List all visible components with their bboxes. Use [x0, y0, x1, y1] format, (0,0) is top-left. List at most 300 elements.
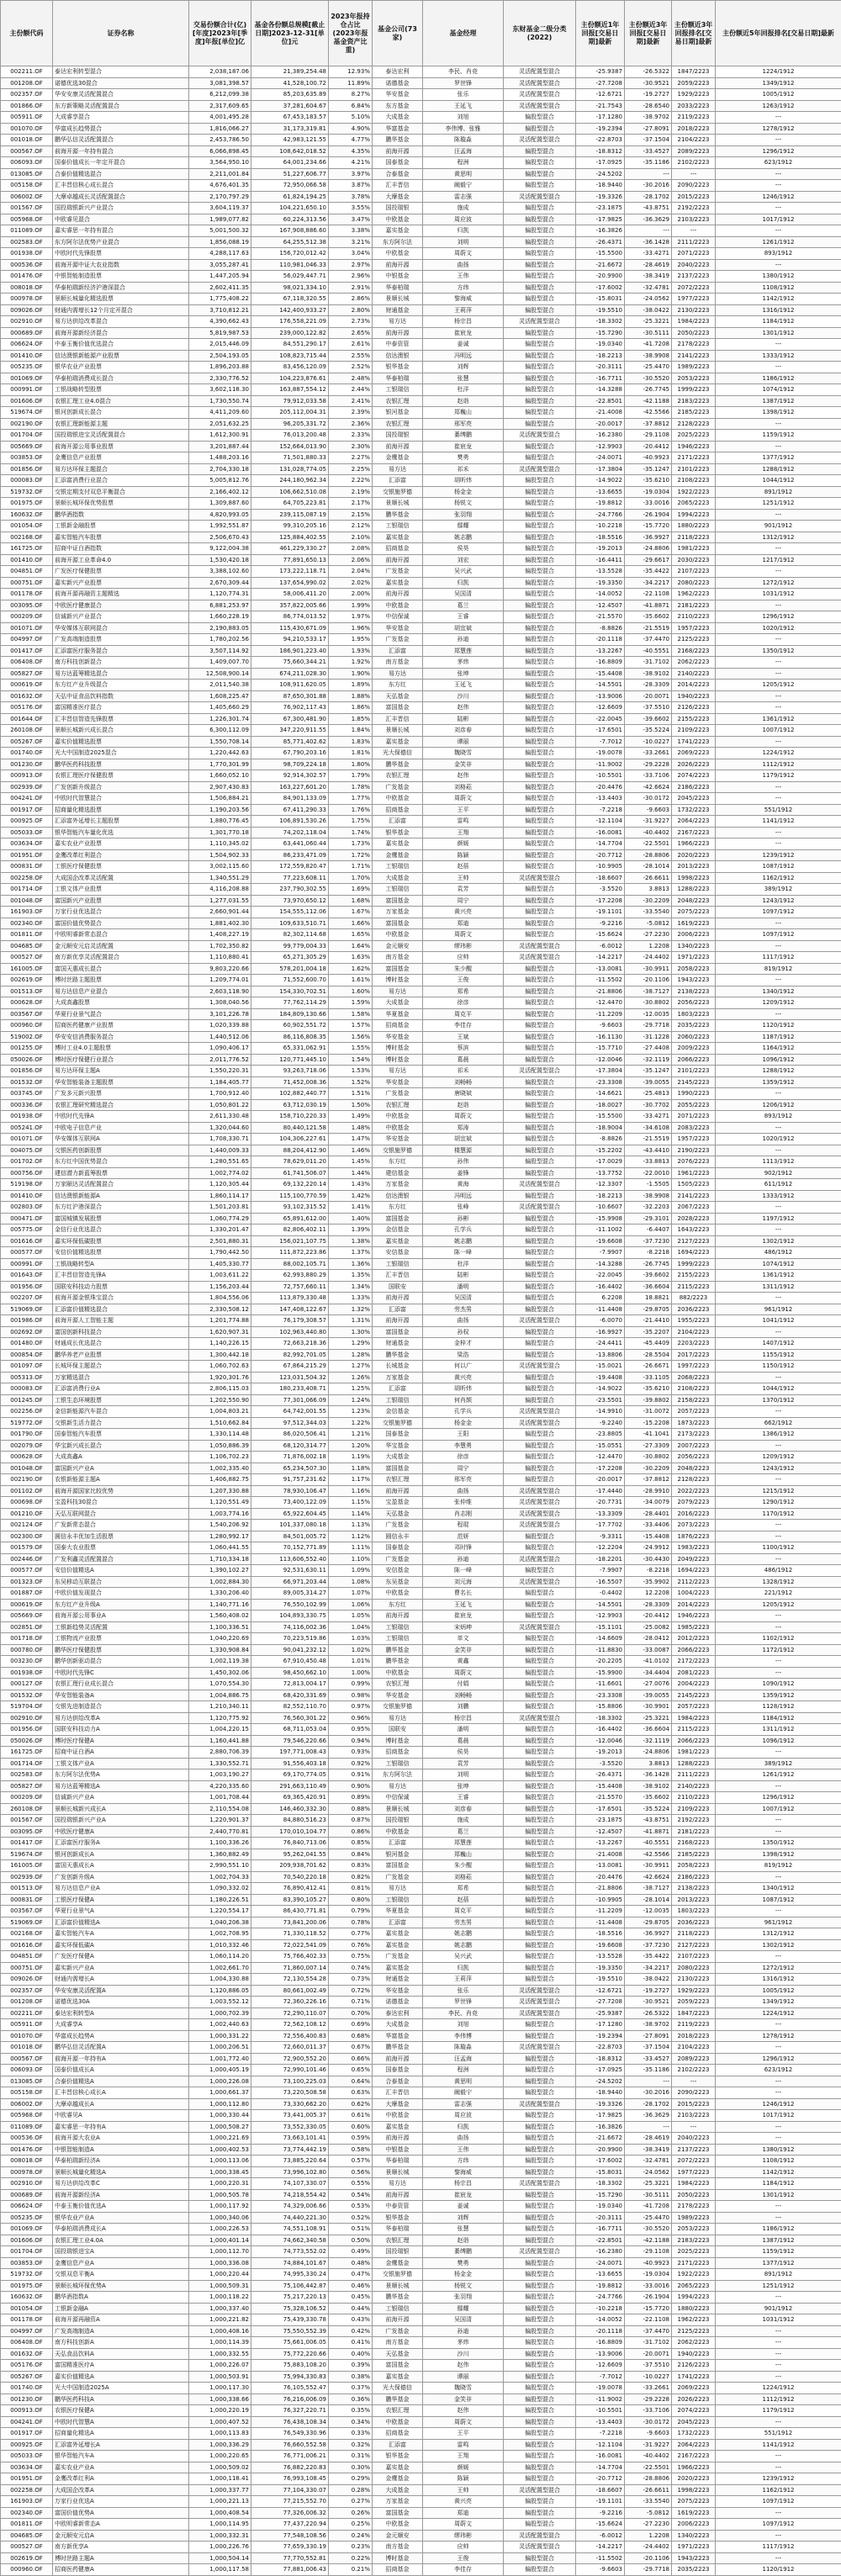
- cell-return-3y: -33.5540: [625, 907, 672, 918]
- cell-shares: 1,530,420.18: [189, 554, 251, 566]
- cell-category: 偏股型混合: [504, 543, 576, 555]
- cell-code: 000756.OF: [1, 1167, 53, 1179]
- cell-return-1y: -12.2204: [576, 1542, 625, 1554]
- cell-scale: 75,217,220.13: [251, 2292, 329, 2304]
- cell-return-1y: -19.0078: [576, 748, 625, 759]
- cell-return-1y: -19.1101: [576, 2496, 625, 2508]
- cell-weight: 0.40%: [329, 2348, 373, 2360]
- cell-shares: 2,611,330.48: [189, 1111, 251, 1123]
- cell-weight: 2.15%: [329, 509, 373, 521]
- cell-shares: 1,660,228.19: [189, 611, 251, 623]
- cell-return-1y: -15.6624: [576, 2519, 625, 2531]
- cell-code: 000991.OF: [1, 384, 53, 396]
- cell-shares: 1,209,774.01: [189, 975, 251, 986]
- cell-return-1y: -14.6609: [576, 1633, 625, 1645]
- cell-weight: 2.00%: [329, 589, 373, 600]
- cell-return-3y: -42.1188: [625, 395, 672, 407]
- cell-return-3y: -15.4408: [625, 1531, 672, 1542]
- cell-code: 008018.OF: [1, 2155, 53, 2167]
- cell-code: 005827.OF: [1, 1780, 53, 1792]
- cell-category: 偏股型混合: [504, 1611, 576, 1622]
- cell-return-3y: -36.3629: [625, 214, 672, 225]
- cell-weight: 3.87%: [329, 180, 373, 192]
- cell-name: 万家精选混合: [53, 1372, 189, 1383]
- cell-shares: 2,806,115.03: [189, 1383, 251, 1395]
- cell-return-3y: -26.5322: [625, 66, 672, 78]
- cell-rank-3y: 1694/2223: [672, 1247, 716, 1259]
- cell-shares: 1,710,334.18: [189, 1553, 251, 1565]
- cell-manager: 孔学兵: [423, 1406, 504, 1418]
- cell-code: 160632.OF: [1, 2292, 53, 2304]
- cell-scale: 77,891,650.13: [251, 554, 329, 566]
- cell-shares: 1,002,774.02: [189, 1167, 251, 1179]
- table-row: [1, 918, 841, 929]
- cell-name: 鹏华弘信灵活配置混合: [53, 135, 189, 146]
- cell-name: 金信新能源汽车混合: [53, 1406, 189, 1418]
- cell-rank-5y: 1142/1912: [716, 2166, 841, 2178]
- cell-weight: 0.92%: [329, 1758, 373, 1769]
- cell-company: 鹏华基金: [373, 2292, 423, 2304]
- cell-code: 002939.OF: [1, 1871, 53, 1883]
- cell-manager: 陈璇淼: [423, 135, 504, 146]
- cell-weight: 0.39%: [329, 2360, 373, 2372]
- cell-manager: 肖志刚: [423, 1508, 504, 1520]
- cell-scale: 63,441,060.44: [251, 838, 329, 850]
- cell-scale: 137,654,990.02: [251, 577, 329, 589]
- cell-name: 博时丝路主题股票: [53, 975, 189, 986]
- cell-code: 004241.OF: [1, 2416, 53, 2428]
- cell-weight: 3.04%: [329, 248, 373, 260]
- cell-return-1y: -13.7752: [576, 1167, 625, 1179]
- cell-scale: 88,204,412.90: [251, 1145, 329, 1156]
- cell-rank-3y: 2111/2223: [672, 236, 716, 248]
- cell-company: 交银施罗德: [373, 2269, 423, 2281]
- cell-code: 001887.OF: [1, 1588, 53, 1600]
- cell-manager: 黄鑫: [423, 1656, 504, 1668]
- cell-return-3y: ---: [625, 168, 672, 180]
- cell-rank-3y: 882/2223: [672, 1293, 716, 1304]
- cell-scale: 67,453,183.57: [251, 112, 329, 124]
- cell-rank-3y: 2040/2223: [672, 2133, 716, 2145]
- cell-rank-3y: 1940/2223: [672, 2348, 716, 2360]
- cell-shares: 1,002,708.95: [189, 1928, 251, 1940]
- cell-rank-3y: 2108/2223: [672, 1383, 716, 1395]
- cell-rank-5y: 1296/1912: [716, 611, 841, 623]
- cell-company: 招商基金: [373, 2564, 423, 2576]
- cell-category: 偏股型混合: [504, 521, 576, 532]
- cell-rank-5y: 1020/1912: [716, 1134, 841, 1145]
- cell-rank-5y: ---: [716, 2348, 841, 2360]
- cell-shares: 4,411,209.60: [189, 407, 251, 419]
- cell-return-3y: -9.6603: [625, 804, 672, 816]
- cell-company: 金鹰基金: [373, 2257, 423, 2269]
- cell-return-3y: -41.0102: [625, 1656, 672, 1668]
- cell-weight: 0.42%: [329, 2325, 373, 2337]
- cell-name: 金鹰信息产业A: [53, 2257, 189, 2269]
- cell-rank-5y: ---: [716, 1611, 841, 1622]
- cell-company: 农银汇理: [373, 1099, 423, 1111]
- cell-name: 富国城镇发展股票: [53, 1213, 189, 1225]
- cell-rank-5y: 1316/1912: [716, 1974, 841, 1986]
- cell-rank-3y: 2009/2223: [672, 1043, 716, 1055]
- cell-scale: 142,400,933.27: [251, 304, 329, 316]
- cell-weight: 6.84%: [329, 100, 373, 112]
- cell-code: 001740.OF: [1, 748, 53, 759]
- cell-manager: 崔宸龙: [423, 441, 504, 452]
- table-row: [1, 895, 841, 907]
- cell-rank-5y: 1377/1912: [716, 2257, 841, 2269]
- cell-weight: 0.49%: [329, 2246, 373, 2258]
- cell-code: 000913.OF: [1, 770, 53, 782]
- cell-return-1y: -15.9900: [576, 1667, 625, 1679]
- cell-name: 华泰柏瑞消费成长A: [53, 2224, 189, 2235]
- cell-return-3y: -35.9902: [625, 1576, 672, 1588]
- cell-code: 002256.OF: [1, 1406, 53, 1418]
- cell-return-1y: -12.3307: [576, 1179, 625, 1191]
- cell-shares: 1,120,774.31: [189, 589, 251, 600]
- cell-return-3y: -35.5224: [625, 1803, 672, 1815]
- cell-shares: 9,803,220.66: [189, 963, 251, 975]
- cell-category: 偏股型混合: [504, 1020, 576, 1032]
- cell-name: 广发新常态混合: [53, 1520, 189, 1531]
- cell-scale: 123,031,504.32: [251, 1372, 329, 1383]
- cell-manager: 周蔚文: [423, 2519, 504, 2531]
- header-rank-5y: 主份额近5年回报排名[交易日期]最新: [716, 1, 841, 66]
- cell-return-1y: -26.4371: [576, 1769, 625, 1781]
- cell-rank-3y: 2104/2223: [672, 1326, 716, 1338]
- cell-weight: 1.04%: [329, 1621, 373, 1633]
- cell-rank-3y: 1619/2223: [672, 918, 716, 929]
- cell-category: 偏股型混合: [504, 475, 576, 487]
- cell-shares: 1,004,886.75: [189, 1690, 251, 1701]
- table-row: [1, 486, 841, 498]
- cell-rank-3y: 2045/2223: [672, 2416, 716, 2428]
- cell-weight: 0.98%: [329, 1690, 373, 1701]
- cell-manager: 葛兰: [423, 600, 504, 611]
- table-row: [1, 236, 841, 248]
- cell-name: 财通成长优选混合: [53, 1338, 189, 1350]
- cell-name: 景顺长城量化精选A: [53, 2166, 189, 2178]
- cell-weight: 1.90%: [329, 668, 373, 680]
- cell-company: 银华基金: [373, 2212, 423, 2224]
- cell-rank-3y: 2190/2223: [672, 1145, 716, 1156]
- table-row: [1, 2155, 841, 2167]
- cell-name: 广发医疗保健A: [53, 1951, 189, 1963]
- cell-code: 002190.OF: [1, 418, 53, 430]
- cell-weight: 1.21%: [329, 1429, 373, 1441]
- cell-return-1y: -19.5510: [576, 1974, 625, 1986]
- cell-scale: 97,512,344.03: [251, 1417, 329, 1429]
- cell-rank-3y: 2045/2223: [672, 793, 716, 805]
- cell-return-1y: -22.8501: [576, 395, 625, 407]
- table-row: [1, 1690, 841, 1701]
- table-row: [1, 1656, 841, 1668]
- cell-rank-5y: ---: [716, 203, 841, 214]
- header-row: [1, 1, 841, 66]
- cell-return-3y: 3.8813: [625, 884, 672, 896]
- table-row: [1, 1679, 841, 1690]
- cell-scale: 86,020,506.41: [251, 1429, 329, 1441]
- cell-shares: 1,330,206.40: [189, 1588, 251, 1600]
- cell-scale: 75,661,006.05: [251, 2337, 329, 2349]
- cell-category: 偏股型混合: [504, 2496, 576, 2508]
- table-row: [1, 725, 841, 737]
- cell-return-1y: -23.3308: [576, 1076, 625, 1088]
- cell-return-1y: -20.7712: [576, 2473, 625, 2485]
- cell-return-1y: -10.5501: [576, 2405, 625, 2417]
- cell-scale: 239,115,087.19: [251, 509, 329, 521]
- table-row: [1, 940, 841, 952]
- cell-rank-3y: 1971/2223: [672, 952, 716, 964]
- cell-rank-3y: 2050/2223: [672, 327, 716, 339]
- cell-return-1y: -23.8805: [576, 1429, 625, 1441]
- cell-manager: 缪玮彬: [423, 940, 504, 952]
- cell-weight: 0.66%: [329, 2053, 373, 2065]
- cell-rank-3y: 2125/2223: [672, 2325, 716, 2337]
- cell-manager: 杨金金: [423, 1417, 504, 1429]
- cell-scale: 76,013,200.48: [251, 430, 329, 442]
- cell-manager: 何以广: [423, 1361, 504, 1373]
- cell-rank-3y: 1340/2223: [672, 2530, 716, 2542]
- cell-name: 农银汇理工业4.0混合: [53, 395, 189, 407]
- cell-weight: 2.08%: [329, 543, 373, 555]
- cell-rank-3y: 2028/2223: [672, 1213, 716, 1225]
- cell-return-3y: -27.8091: [625, 2030, 672, 2042]
- cell-weight: 1.16%: [329, 1485, 373, 1497]
- cell-return-3y: -27.4408: [625, 1043, 672, 1055]
- cell-manager: 雷志强: [423, 191, 504, 203]
- cell-company: 信达澳银: [373, 350, 423, 362]
- cell-return-1y: -17.1280: [576, 2019, 625, 2031]
- cell-weight: 1.54%: [329, 1054, 373, 1066]
- cell-name: 易方达蓝筹精选A: [53, 1780, 189, 1792]
- cell-code: 005176.OF: [1, 702, 53, 714]
- cell-rank-3y: 2103/2223: [672, 2110, 716, 2122]
- cell-shares: 1,506,884.21: [189, 793, 251, 805]
- cell-manager: 黄兴亮: [423, 2496, 504, 2508]
- cell-name: 华安安信消费服务混合: [53, 1031, 189, 1043]
- cell-rank-5y: 961/1912: [716, 1304, 841, 1315]
- cell-scale: 82,552,110.70: [251, 1701, 329, 1713]
- cell-return-3y: -38.9702: [625, 2019, 672, 2031]
- cell-return-1y: -18.9440: [576, 2087, 625, 2099]
- cell-weight: 0.94%: [329, 1735, 373, 1747]
- cell-rank-3y: 2089/2223: [672, 2053, 716, 2065]
- cell-rank-5y: 1243/1912: [716, 1463, 841, 1474]
- cell-rank-3y: 2171/2223: [672, 452, 716, 464]
- cell-rank-3y: 2172/2223: [672, 1656, 716, 1668]
- cell-shares: 1,405,660.29: [189, 702, 251, 714]
- header-manager: 基金经理: [423, 1, 504, 66]
- cell-code: 005033.OF: [1, 2451, 53, 2462]
- cell-rank-3y: 2126/2223: [672, 2360, 716, 2372]
- table-row: [1, 2121, 841, 2133]
- cell-shares: 1,000,340.06: [189, 2212, 251, 2224]
- cell-weight: 0.50%: [329, 2235, 373, 2246]
- cell-manager: 侯昊: [423, 543, 504, 555]
- cell-return-1y: -17.6002: [576, 282, 625, 294]
- table-row: [1, 748, 841, 759]
- cell-company: 财通基金: [373, 304, 423, 316]
- table-row: [1, 1621, 841, 1633]
- cell-weight: 2.86%: [329, 294, 373, 305]
- cell-category: 偏股型混合: [504, 657, 576, 669]
- cell-code: 519674.OF: [1, 1849, 53, 1860]
- cell-return-3y: -38.9908: [625, 350, 672, 362]
- cell-shares: 4,676,401.35: [189, 180, 251, 192]
- cell-return-1y: -12.9903: [576, 441, 625, 452]
- table-row: [1, 884, 841, 896]
- cell-manager: 李伟博、张雅: [423, 123, 504, 135]
- table-row: [1, 1156, 841, 1168]
- cell-return-1y: -24.7766: [576, 509, 625, 521]
- cell-return-3y: -40.4402: [625, 2451, 672, 2462]
- cell-name: 华安智能装备主题股票: [53, 1076, 189, 1088]
- cell-weight: 1.27%: [329, 1361, 373, 1373]
- cell-code: 002619.OF: [1, 975, 53, 986]
- cell-rank-5y: 1205/1912: [716, 1599, 841, 1611]
- table-row: [1, 1588, 841, 1600]
- table-row: [1, 1190, 841, 1202]
- cell-code: 003567.OF: [1, 1008, 53, 1020]
- table-row: [1, 1452, 841, 1463]
- cell-return-1y: -7.7012: [576, 736, 625, 748]
- cell-rank-5y: 961/1912: [716, 1917, 841, 1928]
- cell-name: 银华农业产业A: [53, 2212, 189, 2224]
- cell-company: 华泰柏瑞: [373, 282, 423, 294]
- cell-category: 灵活配置型混合: [504, 1485, 576, 1497]
- cell-weight: 1.01%: [329, 1656, 373, 1668]
- cell-code: 000577.OF: [1, 1247, 53, 1259]
- table-row: [1, 2042, 841, 2054]
- cell-name: 工银文体产业股票: [53, 884, 189, 896]
- table-row: [1, 702, 841, 714]
- cell-weight: 0.31%: [329, 2451, 373, 2462]
- cell-category: 偏股型混合: [504, 259, 576, 271]
- cell-category: 偏股型混合: [504, 1190, 576, 1202]
- table-row: [1, 1928, 841, 1940]
- cell-company: 大成基金: [373, 112, 423, 124]
- cell-category: 灵活配置型混合: [504, 1179, 576, 1191]
- cell-scale: 73,220,508.58: [251, 2087, 329, 2099]
- cell-return-1y: -21.6672: [576, 259, 625, 271]
- cell-rank-5y: ---: [716, 1225, 841, 1236]
- cell-category: 偏股型混合: [504, 1633, 576, 1645]
- cell-company: 汇添富: [373, 816, 423, 828]
- cell-manager: 归凯: [423, 1962, 504, 1974]
- cell-category: 偏股型混合: [504, 2405, 576, 2417]
- cell-manager: 黎海威: [423, 294, 504, 305]
- cell-company: 工银瑞信: [373, 521, 423, 532]
- cell-weight: 0.65%: [329, 2065, 373, 2076]
- cell-return-1y: -19.3326: [576, 191, 625, 203]
- cell-rank-3y: 1943/2223: [672, 2552, 716, 2564]
- cell-company: 大成基金: [373, 872, 423, 884]
- cell-category: 偏股型混合: [504, 1815, 576, 1827]
- cell-company: 前海开源: [373, 259, 423, 271]
- cell-code: 001790.OF: [1, 1429, 53, 1441]
- cell-code: 003567.OF: [1, 1906, 53, 1917]
- cell-scale: 84,501,005.72: [251, 1531, 329, 1542]
- cell-return-1y: -18.2213: [576, 350, 625, 362]
- cell-weight: 1.86%: [329, 702, 373, 714]
- cell-rank-5y: ---: [716, 793, 841, 805]
- cell-rank-3y: 1732/2223: [672, 2428, 716, 2440]
- cell-category: 偏股型混合: [504, 804, 576, 816]
- cell-return-3y: -15.7720: [625, 521, 672, 532]
- cell-manager: 潘明: [423, 1724, 504, 1736]
- cell-rank-3y: 1803/2223: [672, 1008, 716, 1020]
- cell-rank-5y: 1170/1912: [716, 1508, 841, 1520]
- cell-shares: 1,004,220.15: [189, 1724, 251, 1736]
- cell-rank-5y: 1349/1912: [716, 77, 841, 89]
- table-row: [1, 1406, 841, 1418]
- cell-scale: 64,705,223.81: [251, 498, 329, 510]
- cell-company: 前海开源: [373, 145, 423, 157]
- cell-manager: 郑迪: [423, 2507, 504, 2519]
- table-row: [1, 1769, 841, 1781]
- cell-scale: 71,552,600.70: [251, 975, 329, 986]
- cell-name: 招商中证白酒指数: [53, 543, 189, 555]
- cell-code: 002300.OF: [1, 1531, 53, 1542]
- cell-name: 嘉实新兴产业A: [53, 1962, 189, 1974]
- cell-scale: 74,116,002.36: [251, 1621, 329, 1633]
- cell-manager: 程琨: [423, 1520, 504, 1531]
- cell-return-1y: -15.8806: [576, 1701, 625, 1713]
- cell-code: 002168.OF: [1, 1928, 53, 1940]
- cell-rank-5y: 1120/1912: [716, 2564, 841, 2576]
- cell-manager: 李民、肖竞: [423, 66, 504, 78]
- cell-name: 易方达蓝筹精选混合: [53, 668, 189, 680]
- cell-return-3y: -30.2209: [625, 895, 672, 907]
- cell-shares: 1,405,330.77: [189, 1258, 251, 1270]
- cell-category: 偏股型混合: [504, 986, 576, 997]
- cell-rank-5y: 819/1912: [716, 1860, 841, 1872]
- table-row: [1, 191, 841, 203]
- cell-rank-5y: 389/1912: [716, 884, 841, 896]
- cell-category: 偏股型混合: [504, 634, 576, 646]
- cell-code: 001097.OF: [1, 1361, 53, 1373]
- cell-weight: 1.83%: [329, 736, 373, 748]
- cell-rank-5y: 1097/1912: [716, 2519, 841, 2531]
- cell-category: 偏股型混合: [504, 1338, 576, 1350]
- table-row: [1, 838, 841, 850]
- cell-return-3y: -30.5111: [625, 327, 672, 339]
- cell-weight: 5.10%: [329, 112, 373, 124]
- cell-scale: 76,840,713.06: [251, 1838, 329, 1849]
- table-row: [1, 1611, 841, 1622]
- cell-manager: 崔宸龙: [423, 2189, 504, 2201]
- cell-rank-3y: 1989/2223: [672, 362, 716, 373]
- cell-category: 灵活配置型混合: [504, 952, 576, 964]
- cell-name: 广发创新升级混合: [53, 781, 189, 793]
- cell-company: 易方达: [373, 316, 423, 328]
- cell-code: 000527.OF: [1, 952, 53, 964]
- cell-code: 002124.OF: [1, 1520, 53, 1531]
- cell-scale: 93,263,718.06: [251, 1066, 329, 1077]
- table-row: [1, 1293, 841, 1304]
- cell-manager: 王俊: [423, 2552, 504, 2564]
- cell-category: 偏股型混合: [504, 1951, 576, 1963]
- cell-rank-3y: 2181/2223: [672, 1826, 716, 1838]
- cell-return-3y: -38.9102: [625, 668, 672, 680]
- cell-return-3y: -40.9923: [625, 2257, 672, 2269]
- cell-rank-3y: 2050/2223: [672, 2189, 716, 2201]
- cell-company: 金信基金: [373, 1225, 423, 1236]
- cell-shares: 1,308,040.56: [189, 997, 251, 1009]
- cell-name: 金鹰改革红利A: [53, 2473, 189, 2485]
- cell-rank-3y: 1940/2223: [672, 690, 716, 702]
